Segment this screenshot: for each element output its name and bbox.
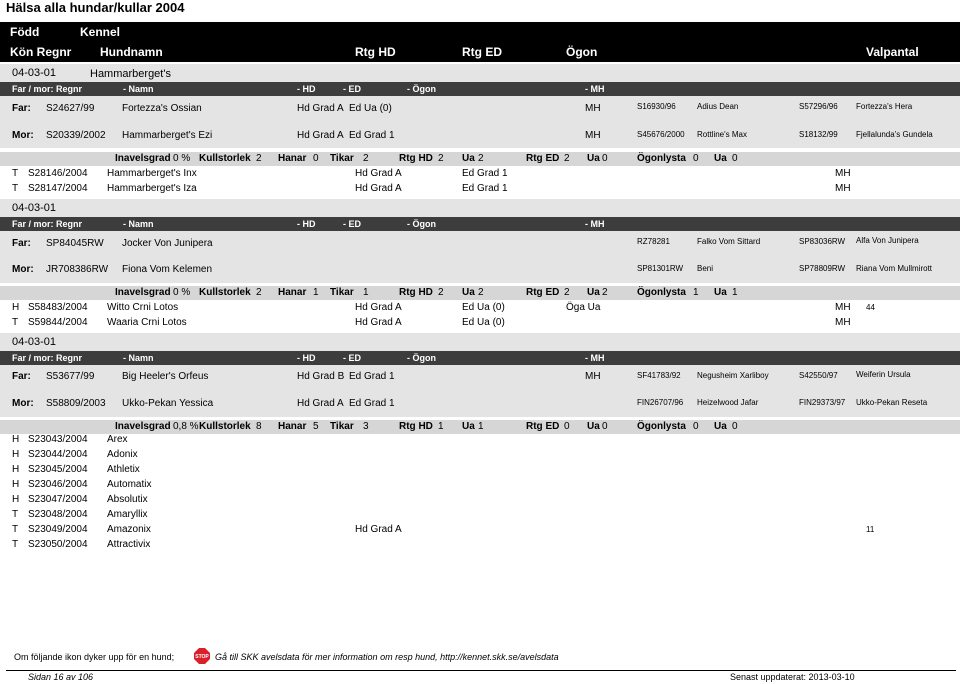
mor-label: Mor: (12, 398, 34, 409)
pup-ed: Ed Ua (0) (462, 302, 505, 313)
header-hundnamn: Hundnamn (100, 45, 163, 59)
stat-rtg-hd: 2 (438, 287, 444, 298)
stat-ua-ed: 2 (602, 287, 608, 298)
pup-hd: Hd Grad A (355, 183, 402, 194)
litter-header (0, 333, 960, 351)
far-far-name: Negusheim Xarliboy (697, 371, 769, 380)
sub-ed: - ED (343, 353, 361, 363)
mor-name: Fiona Vom Kelemen (122, 264, 213, 275)
mor-row (0, 122, 960, 148)
mor-far-regnr: SP81301RW (637, 264, 684, 273)
mor-mor-regnr: S18132/99 (799, 130, 838, 139)
pup-name: Automatix (107, 479, 152, 490)
litter-date: 04-03-01 (12, 202, 57, 214)
stat-ua-hd: 2 (478, 287, 484, 298)
stat-tikar: 1 (363, 287, 369, 298)
header-rtg-hd: Rtg HD (355, 45, 396, 59)
pup-row (0, 508, 960, 523)
pup-row (0, 301, 960, 316)
header-fodd: Född (10, 25, 40, 39)
far-mor-name: Alfa Von Junipera (856, 236, 919, 245)
sub-ed: - ED (343, 219, 361, 229)
stat-ua-ogon: 1 (732, 287, 738, 298)
stat-label: Tikar (330, 153, 354, 164)
litter-header (0, 64, 960, 82)
stat-label: Ua (714, 287, 727, 298)
pup-row (0, 433, 960, 448)
stat-label: Kullstorlek (199, 421, 251, 432)
pup-sex: H (12, 494, 20, 505)
stat-kullstorlek: 2 (256, 287, 262, 298)
mor-far-regnr: FIN26707/96 (637, 398, 684, 407)
litter-date: 04-03-01 (12, 336, 57, 348)
header-valpantal: Valpantal (866, 45, 919, 59)
stat-rtg-ed: 0 (564, 421, 570, 432)
stat-label: Rtg HD (399, 421, 433, 432)
header-ogon: Ögon (566, 45, 598, 59)
pup-regnr: S23044/2004 (28, 449, 88, 460)
far-mor-regnr: S57296/96 (799, 102, 838, 111)
stat-label: Rtg HD (399, 153, 433, 164)
stat-label: Ua (462, 421, 475, 432)
stat-label: Ögonlysta (637, 287, 686, 298)
sub-namn: - Namn (123, 353, 154, 363)
column-header (0, 22, 960, 62)
pup-sex: H (12, 302, 20, 313)
mor-name: Hammarberget's Ezi (122, 130, 213, 141)
pup-ed: Ed Grad 1 (462, 168, 508, 179)
mor-ed: Ed Grad 1 (349, 398, 395, 409)
pup-name: Hammarberget's Iza (107, 183, 197, 194)
far-row (0, 231, 960, 257)
sub-far-mor: Far / mor: Regnr (12, 84, 83, 94)
stat-label: Ua (587, 287, 600, 298)
sub-ogon: - Ögon (407, 84, 436, 94)
stat-ua-ed: 0 (602, 421, 608, 432)
pup-regnr: S23048/2004 (28, 509, 88, 520)
avelsdata-link[interactable]: Gå till SKK avelsdata för mer information om resp hund, http://kennet.skk.se/avelsdata (215, 652, 559, 662)
far-row (0, 365, 960, 391)
far-mor-name: Weiferin Ursula (856, 370, 911, 379)
sub-far-mor: Far / mor: Regnr (12, 353, 83, 363)
pup-hd: Hd Grad A (355, 317, 402, 328)
pup-name: Amaryllix (107, 509, 148, 520)
stat-rtg-ed: 2 (564, 153, 570, 164)
litter-stats (0, 286, 960, 300)
litter-header (0, 199, 960, 217)
sub-ogon: - Ögon (407, 219, 436, 229)
stat-kullstorlek: 8 (256, 421, 262, 432)
far-far-regnr: SF41783/92 (637, 371, 681, 380)
mor-row (0, 391, 960, 417)
mor-hd: Hd Grad A (297, 130, 344, 141)
footer-icon-note: Om följande ikon dyker upp för en hund; (14, 652, 175, 662)
far-row (0, 96, 960, 122)
mor-label: Mor: (12, 264, 34, 275)
pup-sex: T (12, 524, 19, 535)
sub-hd: - HD (297, 353, 316, 363)
pup-name: Absolutix (107, 494, 148, 505)
far-name: Big Heeler's Orfeus (122, 371, 209, 382)
far-ed: Ed Grad 1 (349, 371, 395, 382)
pup-row (0, 538, 960, 553)
stat-rtg-ed: 2 (564, 287, 570, 298)
far-label: Far: (12, 371, 31, 382)
pup-regnr: S23045/2004 (28, 464, 88, 475)
stat-ogonlysta: 0 (693, 421, 699, 432)
stat-hanar: 5 (313, 421, 319, 432)
pup-row (0, 478, 960, 493)
far-hd: Hd Grad B (297, 371, 345, 382)
pup-row (0, 523, 960, 538)
sub-namn: - Namn (123, 84, 154, 94)
pup-name: Adonix (107, 449, 138, 460)
litter-kennel: Hammarberget's (90, 68, 171, 80)
stat-label: Hanar (278, 153, 307, 164)
stop-icon-text: STOP (195, 654, 209, 660)
stat-hanar: 0 (313, 153, 319, 164)
header-kon-regnr: Kön Regnr (10, 45, 72, 59)
stat-tikar: 2 (363, 153, 369, 164)
sub-ogon: - Ögon (407, 353, 436, 363)
sub-mh: - MH (585, 353, 605, 363)
stat-ua-ed: 0 (602, 153, 608, 164)
pup-regnr: S23049/2004 (28, 524, 88, 535)
pup-row (0, 463, 960, 478)
stop-icon-svg (194, 648, 210, 664)
mor-regnr: S58809/2003 (46, 398, 106, 409)
far-mh: MH (585, 103, 601, 114)
pup-mh: MH (835, 302, 851, 313)
far-label: Far: (12, 238, 31, 249)
pup-regnr: S23043/2004 (28, 434, 88, 445)
stat-label: Tikar (330, 287, 354, 298)
far-mor-regnr: SP83036RW (799, 237, 846, 246)
mor-ed: Ed Grad 1 (349, 130, 395, 141)
pup-sex: H (12, 479, 20, 490)
far-far-regnr: RZ78281 (637, 237, 670, 246)
stat-label: Tikar (330, 421, 354, 432)
parents-subheader (0, 351, 960, 365)
mor-name: Ukko-Pekan Yessica (122, 398, 214, 409)
stat-label: Ua (587, 153, 600, 164)
sub-mh: - MH (585, 84, 605, 94)
stat-label: Inavelsgrad (115, 421, 171, 432)
sub-far-mor: Far / mor: Regnr (12, 219, 83, 229)
stat-inavelsgrad: 0,8 % (173, 421, 199, 432)
page-number: Sidan 16 av 106 (28, 672, 94, 682)
pup-sex: T (12, 168, 19, 179)
stat-ua-hd: 2 (478, 153, 484, 164)
mor-mh: MH (585, 130, 601, 141)
far-ed: Ed Ua (0) (349, 103, 392, 114)
pup-name: Waaria Crni Lotos (107, 317, 187, 328)
pup-hd: Hd Grad A (355, 168, 402, 179)
pup-hd: Hd Grad A (355, 302, 402, 313)
stat-ogonlysta: 1 (693, 287, 699, 298)
stat-label: Ua (587, 421, 600, 432)
pup-row (0, 448, 960, 463)
far-far-name: Adius Dean (697, 102, 739, 111)
stat-inavelsgrad: 0 % (173, 153, 191, 164)
stat-label: Ögonlysta (637, 153, 686, 164)
far-hd: Hd Grad A (297, 103, 344, 114)
footer-divider (6, 670, 956, 671)
pup-sex: H (12, 464, 20, 475)
mor-regnr: S20339/2002 (46, 130, 106, 141)
mor-row (0, 257, 960, 283)
stat-label: Rtg ED (526, 421, 560, 432)
far-far-name: Falko Vom Sittard (697, 237, 761, 246)
sub-namn: - Namn (123, 219, 154, 229)
stat-label: Ua (714, 153, 727, 164)
pup-ed: Ed Grad 1 (462, 183, 508, 194)
pup-name: Athletix (107, 464, 140, 475)
far-mor-regnr: S42550/97 (799, 371, 838, 380)
far-mor-name: Fortezza's Hera (856, 102, 913, 111)
pup-regnr: S28146/2004 (28, 168, 88, 179)
far-far-regnr: S16930/96 (637, 102, 676, 111)
pup-regnr: S23046/2004 (28, 479, 88, 490)
header-rtg-ed: Rtg ED (462, 45, 502, 59)
stat-label: Inavelsgrad (115, 153, 171, 164)
stat-label: Ua (714, 421, 727, 432)
pup-hd: Hd Grad A (355, 524, 402, 535)
stat-ogonlysta: 0 (693, 153, 699, 164)
stat-label: Inavelsgrad (115, 287, 171, 298)
stat-inavelsgrad: 0 % (173, 287, 191, 298)
page-title: Hälsa alla hundar/kullar 2004 (6, 0, 185, 15)
pup-name: Amazonix (107, 524, 151, 535)
pup-name: Arex (107, 434, 128, 445)
sub-mh: - MH (585, 219, 605, 229)
mor-far-name: Rottline's Max (697, 130, 747, 139)
pup-row (0, 316, 960, 331)
pup-name: Attractivix (107, 539, 151, 550)
stat-label: Hanar (278, 421, 307, 432)
stat-label: Kullstorlek (199, 153, 251, 164)
pup-regnr: S28147/2004 (28, 183, 88, 194)
sub-ed: - ED (343, 84, 361, 94)
mor-mor-name: Fjellalunda's Gundela (856, 130, 933, 139)
pup-sex: H (12, 434, 20, 445)
mor-regnr: JR708386RW (46, 264, 109, 275)
far-name: Fortezza's Ossian (122, 103, 202, 114)
mor-mor-regnr: FIN29373/97 (799, 398, 846, 407)
far-regnr: S53677/99 (46, 371, 95, 382)
stat-label: Ögonlysta (637, 421, 686, 432)
pup-row (0, 493, 960, 508)
stat-tikar: 3 (363, 421, 369, 432)
pup-sex: T (12, 317, 19, 328)
mor-mor-name: Ukko-Pekan Reseta (856, 398, 928, 407)
pup-ogon: Öga Ua (566, 302, 601, 313)
stat-hanar: 1 (313, 287, 319, 298)
mor-mor-regnr: SP78809RW (799, 264, 846, 273)
litter-stats (0, 152, 960, 166)
header-kennel: Kennel (80, 25, 121, 39)
parents-subheader (0, 82, 960, 96)
mor-label: Mor: (12, 130, 34, 141)
stat-kullstorlek: 2 (256, 153, 262, 164)
pup-row (0, 182, 960, 197)
last-updated: Senast uppdaterat: 2013-03-10 (730, 672, 855, 682)
mor-far-name: Beni (697, 264, 714, 273)
stat-ua-hd: 1 (478, 421, 484, 432)
litter-stats (0, 420, 960, 434)
stop-icon (194, 648, 210, 664)
pup-sex: H (12, 449, 20, 460)
parents-subheader (0, 217, 960, 231)
mor-mor-name: Riana Vom Mullmirott (856, 264, 933, 273)
stat-rtg-hd: 2 (438, 153, 444, 164)
stat-ua-ogon: 0 (732, 153, 738, 164)
stat-label: Rtg ED (526, 153, 560, 164)
stat-label: Ua (462, 153, 475, 164)
litter-date: 04-03-01 (12, 67, 57, 79)
stat-label: Rtg ED (526, 287, 560, 298)
sub-hd: - HD (297, 219, 316, 229)
pup-name: Witto Crni Lotos (107, 302, 179, 313)
far-mh: MH (585, 371, 601, 382)
stat-label: Rtg HD (399, 287, 433, 298)
mor-far-name: Heizelwood Jafar (697, 398, 759, 407)
stat-label: Hanar (278, 287, 307, 298)
pup-sex: T (12, 183, 19, 194)
pup-ed: Ed Ua (0) (462, 317, 505, 328)
far-label: Far: (12, 103, 31, 114)
stat-label: Ua (462, 287, 475, 298)
far-name: Jocker Von Junipera (122, 238, 213, 249)
far-regnr: SP84045RW (46, 238, 104, 249)
pup-regnr: S59844/2004 (28, 317, 88, 328)
far-regnr: S24627/99 (46, 103, 95, 114)
pup-sex: T (12, 509, 19, 520)
pup-regnr: S23047/2004 (28, 494, 88, 505)
pup-regnr: S23050/2004 (28, 539, 88, 550)
stat-label: Kullstorlek (199, 287, 251, 298)
mor-hd: Hd Grad A (297, 398, 344, 409)
stat-ua-ogon: 0 (732, 421, 738, 432)
pup-mh: MH (835, 168, 851, 179)
pup-row (0, 167, 960, 182)
pup-valpantal: 44 (866, 303, 875, 312)
stat-rtg-hd: 1 (438, 421, 444, 432)
sub-hd: - HD (297, 84, 316, 94)
pup-mh: MH (835, 183, 851, 194)
pup-regnr: S58483/2004 (28, 302, 88, 313)
pup-name: Hammarberget's Inx (107, 168, 197, 179)
pup-valpantal: 11 (866, 525, 875, 534)
pup-sex: T (12, 539, 19, 550)
mor-far-regnr: S45676/2000 (637, 130, 685, 139)
pup-mh: MH (835, 317, 851, 328)
